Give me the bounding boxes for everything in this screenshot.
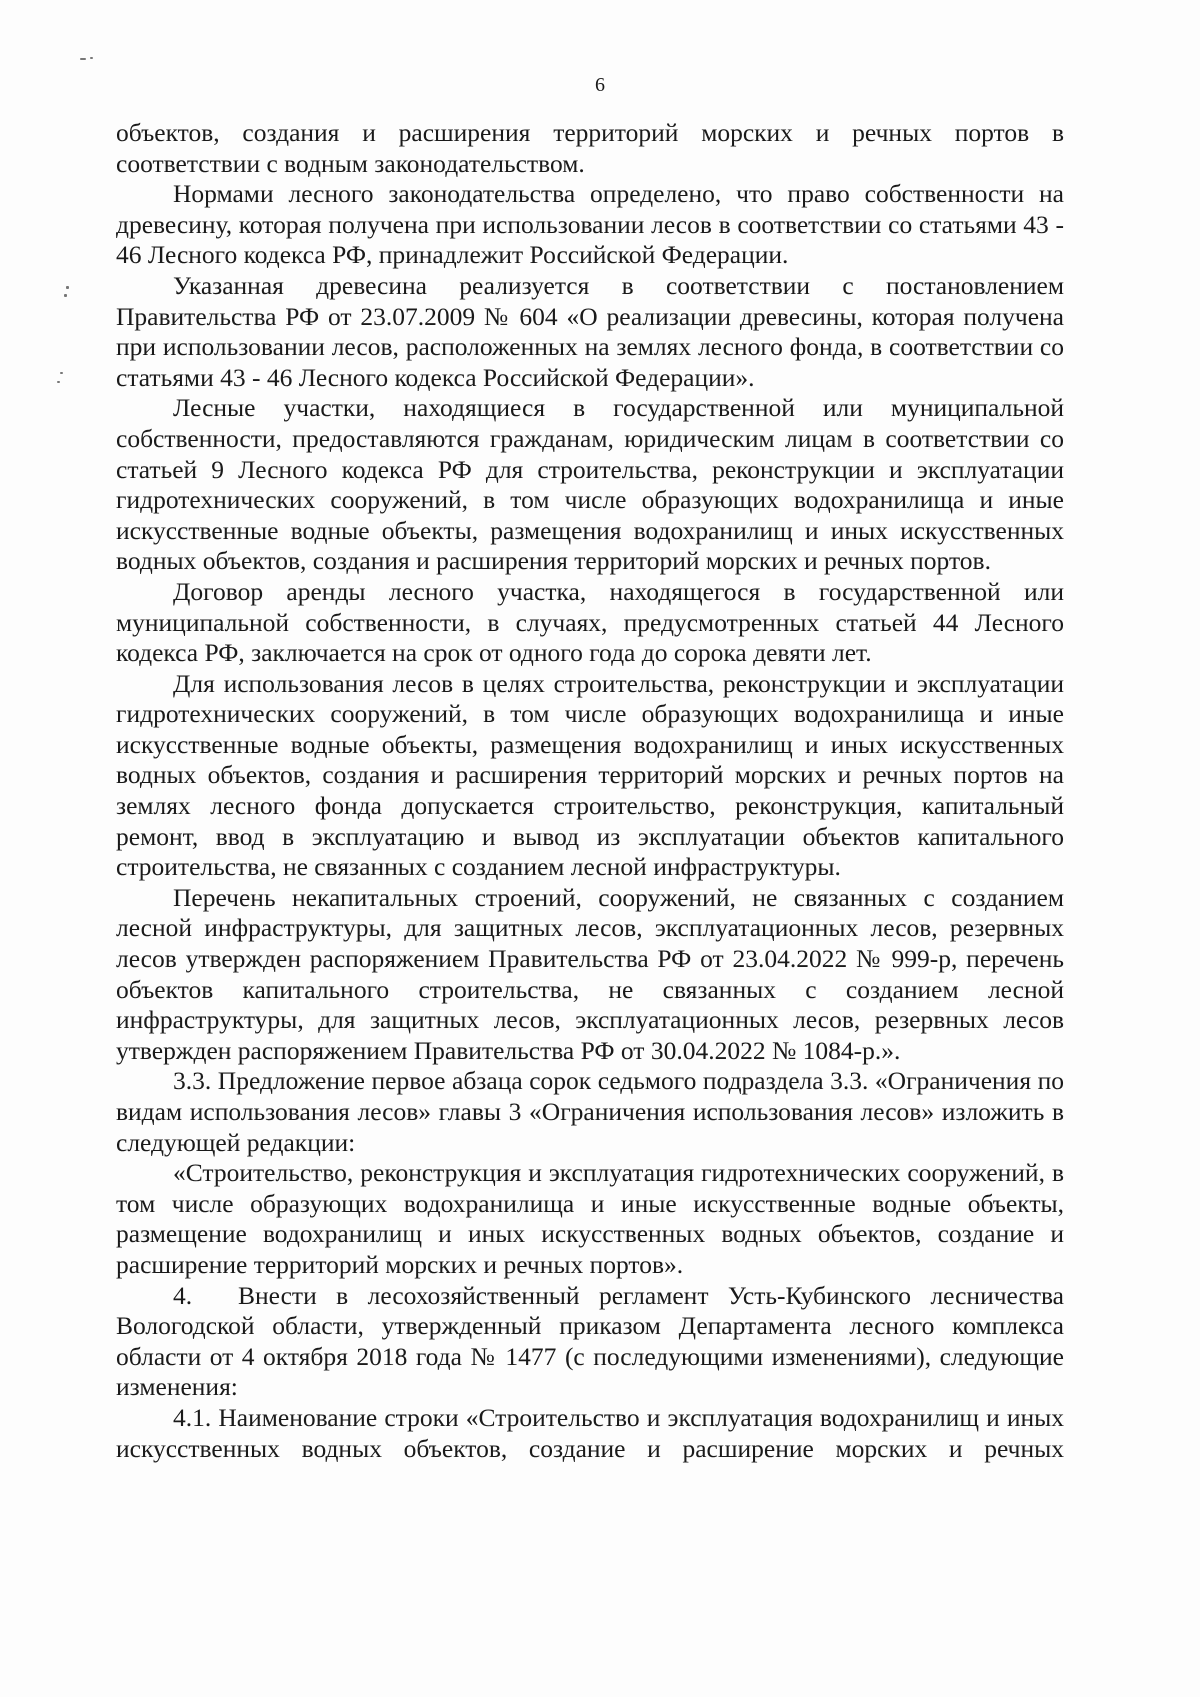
paragraph: объектов, создания и расширения территорий морских и речных портов в соответствии с водным законодательством.	[116, 118, 1064, 178]
paragraph: «Строительство, реконструкция и эксплуатация гидротехнических сооружений, в том числе образующих водохранилища и иные искусственные водные объекты, размещение водохранилищ и иных искусственных водных объектов, создание и расширение территорий морских и речных портов».	[116, 1158, 1064, 1279]
paragraph: Перечень некапитальных строений, сооружений, не связанных с созданием лесной инфраструктуры, для защитных лесов, эксплуатационных лесов, резервных лесов утвержден распоряжением Правительства РФ от 23.04.2022 № 999-р, перечень объектов капитального строительства, не связанных с созданием лесной инфраструктуры, для защитных лесов, эксплуатационных лесов, резервных лесов утвержден распоряжением Правительства РФ от 30.04.2022 № 1084-р.».	[116, 882, 1064, 1065]
item-number: 4.	[173, 1280, 193, 1310]
paragraph: Для использования лесов в целях строительства, реконструкции и эксплуатации гидротехнических сооружений, в том числе образующих водохранилища и иные искусственные водные объекты, размещения водохранилищ и иных искусственных водных объектов, создания и расширения территорий морских и речных портов на землях лесного фонда допускается строительство, реконструкция, капитальный ремонт, ввод в эксплуатацию и вывод из эксплуатации объектов капитального строительства, не связанных с созданием лесной инфраструктуры.	[116, 668, 1064, 882]
paragraph: Указанная древесина реализуется в соответствии с постановлением Правительства РФ от 23.07.2009 № 604 «О реализации древесины, которая получена при использовании лесов, расположенных на землях лесного фонда, в соответствии со статьями 43 - 46 Лесного кодекса Российской Федерации».	[116, 270, 1064, 392]
scan-speck	[80, 58, 86, 60]
paragraph: Договор аренды лесного участка, находящегося в государственной или муниципальной собственности, в случаях, предусмотренных статьей 44 Лесного кодекса РФ, заключается на срок от одного года до сорока девяти лет.	[116, 576, 1064, 668]
numbered-paragraph	[116, 1281, 1064, 1403]
scan-speck	[64, 294, 67, 297]
item-text: Внести в лесохозяйственный регламент Усть-Кубинского лесничества Вологодской области, утвержденный приказом Департамента лесного комплекса области от 4 октября 2018 года № 1477 (с последующими изменениями), следующие изменения:	[116, 1280, 1064, 1402]
paragraph: 3.3. Предложение первое абзаца сорок седьмого подраздела 3.3. «Ограничения по видам использования лесов» главы 3 «Ограничения использования лесов» изложить в следующей редакции:	[116, 1066, 1064, 1157]
scan-speck	[57, 381, 60, 383]
scan-speck	[66, 286, 69, 289]
document-body	[116, 118, 1064, 1464]
scan-speck	[90, 57, 93, 59]
paragraph: 4.1. Наименование строки «Строительство и эксплуатация водохранилищ и иных искусственных водных объектов, создание и расширение морских и речных	[116, 1402, 1064, 1463]
paragraph: Лесные участки, находящиеся в государственной или муниципальной собственности, предоставляются гражданам, юридическим лицам в соответствии со статьей 9 Лесного кодекса РФ для строительства, реконструкции и эксплуатации гидротехнических сооружений, в том числе образующих водохранилища и иные искусственные водные объекты, размещения водохранилищ и иных искусственных водных объектов, создания и расширения территорий морских и речных портов.	[116, 393, 1064, 576]
page-number: 6	[595, 74, 605, 96]
paragraph: Нормами лесного законодательства определено, что право собственности на древесину, которая получена при использовании лесов в соответствии со статьями 43 - 46 Лесного кодекса РФ, принадлежит Российской Федерации.	[116, 179, 1064, 270]
scan-speck	[60, 372, 63, 374]
